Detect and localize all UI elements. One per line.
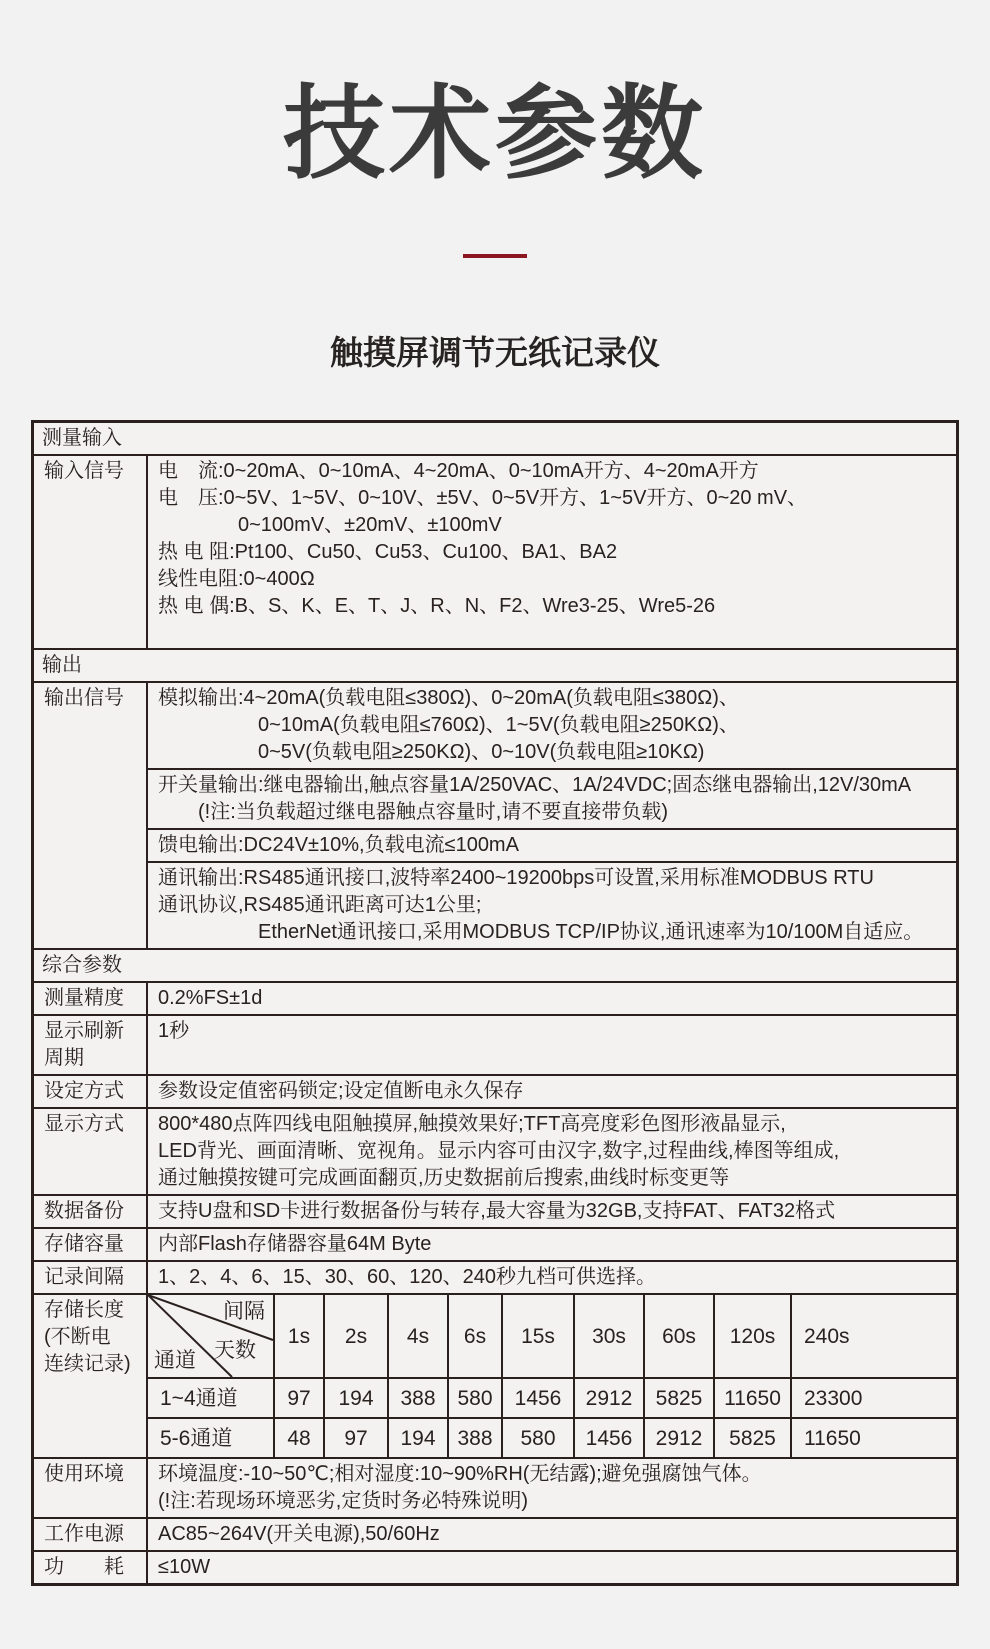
matrix-value: 580	[447, 1377, 501, 1417]
row-refresh-cycle	[34, 1014, 956, 1074]
page-subtitle: 触摸屏调节无纸记录仪	[330, 334, 660, 372]
switch-output-line: 开关量输出:继电器输出,触点容量1A/250VAC、1A/24VDC;固态继电器输出,12V/30mA	[158, 774, 912, 797]
input-signal-line-voltage: 电 压:0~5V、1~5V、0~10V、±5V、0~5V开方、1~5V开方、0~20 mV、	[158, 487, 808, 510]
accuracy-label: 测量精度	[34, 983, 148, 1014]
corner-label-interval: 间隔	[223, 1300, 265, 1324]
matrix-col-header: 240s	[790, 1295, 956, 1377]
power-supply-value: AC85~264V(开关电源),50/60Hz	[158, 1523, 440, 1546]
output-signal-label: 输出信号	[34, 683, 148, 948]
matrix-value: 11650	[790, 1417, 956, 1457]
row-environment	[34, 1457, 956, 1517]
matrix-value: 48	[273, 1417, 323, 1457]
input-signal-line-current: 电 流:0~20mA、0~10mA、4~20mA、0~10mA开方、4~20mA开方	[158, 460, 759, 483]
record-interval-label: 记录间隔	[34, 1262, 148, 1293]
matrix-value: 388	[447, 1417, 501, 1457]
setting-mode-label: 设定方式	[34, 1076, 148, 1107]
matrix-col-header: 30s	[573, 1295, 643, 1377]
display-mode-line: 800*480点阵四线电阻触摸屏,触摸效果好;TFT高亮度彩色图形液晶显示,	[158, 1113, 786, 1136]
matrix-value: 194	[387, 1417, 447, 1457]
row-accuracy	[34, 981, 956, 1014]
matrix-col-header: 2s	[323, 1295, 387, 1377]
row-section-general	[34, 948, 956, 981]
analog-output-cell	[148, 683, 956, 768]
comm-output-line: EtherNet通讯接口,采用MODBUS TCP/IP协议,通讯速率为10/100M自适应。	[158, 921, 924, 944]
environment-label: 使用环境	[34, 1459, 148, 1517]
matrix-value: 11650	[713, 1377, 790, 1417]
accuracy-value: 0.2%FS±1d	[158, 987, 263, 1010]
input-signal-line-thermocouple: 热 电 偶:B、S、K、E、T、J、R、N、F2、Wre3-25、Wre5-26	[158, 595, 716, 618]
power-consumption-value: ≤10W	[158, 1556, 211, 1579]
input-signal-line-linear-resistance: 线性电阻:0~400Ω	[158, 568, 315, 591]
row-output-signal	[34, 681, 956, 948]
analog-output-line: 0~5V(负载电阻≥250KΩ)、0~10V(负载电阻≥10KΩ)	[158, 741, 705, 764]
row-data-backup	[34, 1194, 956, 1227]
row-section-output	[34, 648, 956, 681]
matrix-col-header: 6s	[447, 1295, 501, 1377]
row-setting-mode	[34, 1074, 956, 1107]
matrix-value: 1456	[501, 1377, 573, 1417]
data-backup-label: 数据备份	[34, 1196, 148, 1227]
input-signal-content	[148, 456, 956, 648]
storage-length-matrix	[148, 1295, 956, 1457]
matrix-value: 5825	[643, 1377, 713, 1417]
matrix-value: 388	[387, 1377, 447, 1417]
setting-mode-value: 参数设定值密码锁定;设定值断电永久保存	[158, 1080, 524, 1103]
power-supply-label: 工作电源	[34, 1519, 148, 1550]
matrix-col-header: 120s	[713, 1295, 790, 1377]
matrix-value: 194	[323, 1377, 387, 1417]
power-consumption-label: 功 耗	[34, 1552, 148, 1583]
storage-capacity-value: 内部Flash存储器容量64M Byte	[158, 1233, 432, 1256]
row-power-supply	[34, 1517, 956, 1550]
spec-table	[31, 420, 959, 1586]
matrix-col-header: 4s	[387, 1295, 447, 1377]
comm-output-line: 通讯输出:RS485通讯接口,波特率2400~19200bps可设置,采用标准MODBUS RTU	[158, 867, 874, 890]
refresh-cycle-label: 显示刷新周期	[34, 1016, 148, 1074]
display-mode-line: LED背光、画面清晰、宽视角。显示内容可由汉字,数字,过程曲线,棒图等组成,	[158, 1140, 840, 1163]
comm-output-cell	[148, 861, 956, 948]
storage-length-label-line: 连续记录)	[44, 1353, 131, 1376]
display-mode-content	[148, 1109, 956, 1194]
matrix-value: 1456	[573, 1417, 643, 1457]
feed-output-line: 馈电输出:DC24V±10%,负载电流≤100mA	[158, 834, 519, 857]
row-record-interval	[34, 1260, 956, 1293]
row-storage-capacity	[34, 1227, 956, 1260]
page-title: 技术参数	[283, 77, 707, 191]
row-input-signal	[34, 454, 956, 648]
display-mode-line: 通过触摸按键可完成画面翻页,历史数据前后搜索,曲线时标变更等	[158, 1167, 730, 1190]
storage-length-label-line: (不断电	[44, 1326, 111, 1349]
matrix-value: 5825	[713, 1417, 790, 1457]
row-power-consumption	[34, 1550, 956, 1583]
environment-line: 环境温度:-10~50℃;相对湿度:10~90%RH(无结露);避免强腐蚀气体。	[158, 1463, 762, 1486]
data-backup-value: 支持U盘和SD卡进行数据备份与转存,最大容量为32GB,支持FAT、FAT32格式	[158, 1200, 836, 1223]
row-section-measure-input	[34, 423, 956, 454]
feed-output-cell	[148, 828, 956, 861]
environment-note: (!注:若现场环境恶劣,定货时务必特殊说明)	[158, 1490, 528, 1513]
analog-output-line: 0~10mA(负载电阻≤760Ω)、1~5V(负载电阻≥250KΩ)、	[158, 714, 739, 737]
switch-output-note: (!注:当负载超过继电器触点容量时,请不要直接带负载)	[158, 801, 668, 824]
matrix-value: 580	[501, 1417, 573, 1457]
matrix-value: 23300	[790, 1377, 956, 1417]
storage-length-label	[34, 1295, 148, 1457]
analog-output-line: 模拟输出:4~20mA(负载电阻≤380Ω)、0~20mA(负载电阻≤380Ω)、	[158, 687, 739, 710]
display-mode-label: 显示方式	[34, 1109, 148, 1194]
output-signal-content	[148, 683, 956, 948]
section-header-output: 输出	[42, 654, 82, 677]
input-signal-line-rtd: 热 电 阻:Pt100、Cu50、Cu53、Cu100、BA1、BA2	[158, 541, 618, 564]
section-header-measure-input: 测量输入	[42, 427, 122, 450]
matrix-col-header: 1s	[273, 1295, 323, 1377]
section-header-general: 综合参数	[42, 954, 122, 977]
matrix-value: 97	[323, 1417, 387, 1457]
matrix-row-label: 1~4通道	[148, 1377, 273, 1417]
row-display-mode	[34, 1107, 956, 1194]
corner-label-channel: 通道	[154, 1349, 196, 1373]
comm-output-line: 通讯协议,RS485通讯距离可达1公里;	[158, 894, 482, 917]
matrix-value: 97	[273, 1377, 323, 1417]
matrix-value: 2912	[573, 1377, 643, 1417]
environment-content	[148, 1459, 956, 1517]
storage-length-label-line: 存储长度	[44, 1299, 124, 1322]
switch-output-cell	[148, 768, 956, 828]
matrix-row-label: 5-6通道	[148, 1417, 273, 1457]
storage-capacity-label: 存储容量	[34, 1229, 148, 1260]
record-interval-value: 1、2、4、6、15、30、60、120、240秒九档可供选择。	[158, 1266, 656, 1289]
matrix-value: 2912	[643, 1417, 713, 1457]
input-signal-label: 输入信号	[34, 456, 148, 648]
refresh-cycle-value: 1秒	[158, 1020, 190, 1043]
corner-label-days: 天数	[214, 1339, 256, 1363]
matrix-col-header: 15s	[501, 1295, 573, 1377]
row-storage-length	[34, 1293, 956, 1457]
matrix-col-header: 60s	[643, 1295, 713, 1377]
title-divider	[463, 254, 527, 258]
input-signal-line-voltage-cont: 0~100mV、±20mV、±100mV	[158, 514, 502, 537]
matrix-corner-cell	[148, 1295, 273, 1377]
